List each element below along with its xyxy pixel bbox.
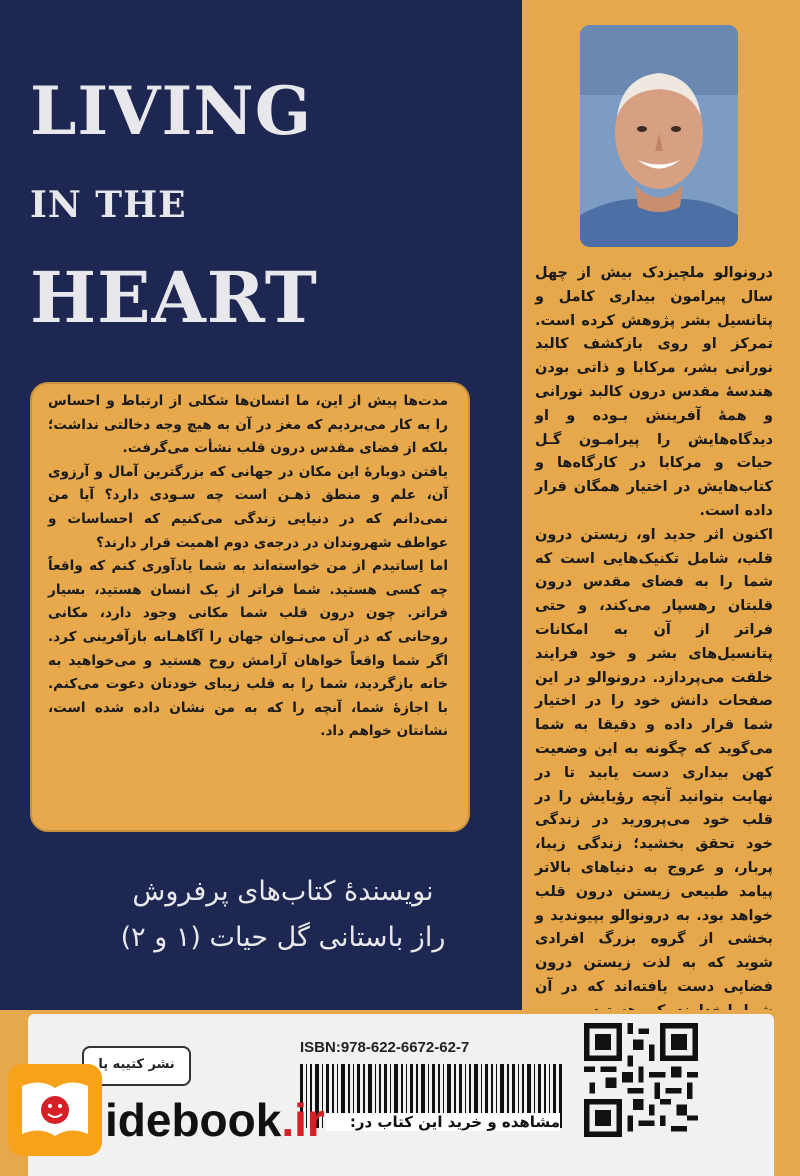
publisher-logo: نشر کتیبه پا <box>82 1046 191 1086</box>
quote-paragraph: مدت‌ها پیش از این، ما انسان‌ها شکلی از ارتباط و احساس را به کار می‌بردیم که مغز در آن به هیچ وجه دخالتی نداشت؛ بلکه از فضای مقدس درون قلب نشأت می‌گرفت. <box>48 393 448 457</box>
quote-text <box>48 390 448 744</box>
brand-suffix: .ir <box>281 1094 325 1146</box>
isbn-text: ISBN:978-622-6672-62-7 <box>300 1039 470 1056</box>
brand-prefix: idebook <box>105 1094 282 1146</box>
bio-paragraph: اکنون اثر جدید او، زیستن درون قلب، شامل تکنیک‌هایی است که شما را به فضای مقدس درون قلبتان رهسپار می‌کند، و حتی فراتر از آن به امکانات پتانسیل‌های بشر و خود فرایند خلقت می‌پردازد. درونوالو در این صفحات دانش خود را در اختیار شما قرار داده و دقیقا به شما می‌گوید که چگونه به این وضعیت کهن بیداری دست یابید تا در نهایت بتوانید آنچه رؤیایش را در قلب خود می‌پرورید در زندگی خود تحقق بخشید؛ زندگی زیبا، پربار، و عروج به دنیاهای بالاتر پیامد طبیعی زیستن درون قلب خواهد بود. به درونوالو بپیوندید و بخشی از گروه بزرگ افرادی شوید که به لذت زیستن درون فضایی دست یافته‌اند که در آن <box>535 526 773 995</box>
tagline-bestselling-author: نویسندهٔ کتاب‌های پرفروش <box>132 876 434 907</box>
qr-code-icon <box>584 1020 698 1140</box>
bio-paragraph: درونوالو ملچیزدک بیش از چهل سال پیرامون بیداری کامل و پتانسیل بشر پژوهش کرده است. تمرکز او روی بازکشف کالبد نورانی بشر، مرکابا و ذاتی بودن هندسهٔ مقدس درون کالبد نورانی و همهٔ آفرینش بـوده و او دیدگاه‌هایش را پیرامـون گـل حیات و مرکابا در کارگاه‌ها و کتاب‌هایش در اختیار همگان قرار داده است. <box>535 265 773 519</box>
download-label: مشاهده و خرید این کتاب در: <box>326 1113 560 1131</box>
author-bio <box>535 262 773 1024</box>
quote-paragraph: یافتن دوبارهٔ این مکان در جهانی که بزرگترین آمال و آرزوی آن، علم و منطق ذهـن است چه سـودی دارد؟ آیا من نمی‌دانم که در دنیایی زندگی می‌کنیم که احساسات و عواطف شهروندان در درجه‌ی دوم اهمیت قرار دارند؟ <box>48 463 448 551</box>
author-photo <box>580 25 738 247</box>
title-living: LIVING <box>30 72 313 150</box>
book-icon <box>8 1064 102 1156</box>
author-portrait-illustration <box>580 25 738 247</box>
idebook-brand[interactable] <box>105 1093 325 1147</box>
title-in-the: IN THE <box>30 184 187 226</box>
book-download-icon[interactable] <box>8 1064 102 1156</box>
tagline-flower-of-life: راز باستانی گل حیات (۱ و ۲) <box>120 922 446 953</box>
title-heart: HEART <box>30 256 318 339</box>
quote-paragraph: اما اِساتیدم از من خواسته‌اند به شما یادآوری کنم که واقعاً چه کسی هستید. شما فراتر از یک انسان هستید، بسیار فراتر. چون درون قلب شما مکانی وجود دارد، مکانی روحانی که در آن می‌تـوان جهان را آگاهـانه بازآفرینی کرد. اگر شما واقعاً خواهان آرامش روح هستید و می‌خواهید به خانه بازگردید، شما را به قلب زیبای خودتان دعوت می‌کنم. با اجازهٔ شما، آنچه را که به من نشان داده شده است، نشانتان خواهم داد. <box>48 558 448 740</box>
